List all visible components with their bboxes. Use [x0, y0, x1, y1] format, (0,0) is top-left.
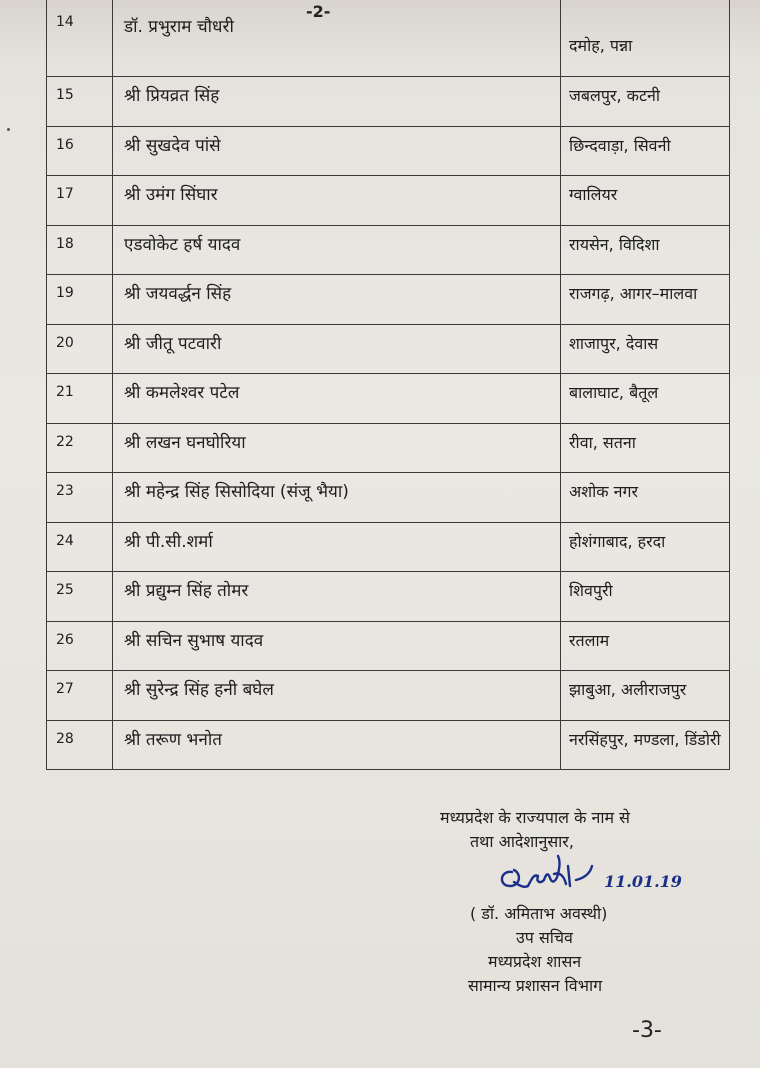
serial-number-cell: 15: [47, 77, 113, 126]
minister-name-cell: एडवोकेट हर्ष यादव: [113, 226, 561, 275]
serial-number-cell: 22: [47, 424, 113, 473]
minister-name-cell: श्री महेन्द्र सिंह सिसोदिया (संजू भैया): [113, 473, 561, 522]
serial-number-cell: 17: [47, 176, 113, 225]
minister-name-cell: डॉ. प्रभुराम चौधरी: [113, 0, 561, 76]
minister-name-cell: श्री लखन घनघोरिया: [113, 424, 561, 473]
serial-number-cell: 26: [47, 622, 113, 671]
serial-number-cell: 16: [47, 127, 113, 176]
serial-number-cell: 19: [47, 275, 113, 324]
district-cell: अशोक नगर: [569, 482, 639, 501]
minister-name-cell: श्री सुखदेव पांसे: [113, 127, 561, 176]
closing-line-1: मध्यप्रदेश के राज्यपाल के नाम से: [440, 808, 630, 827]
table-row: [47, 670, 729, 720]
district-cell: छिन्दवाड़ा, सिवनी: [569, 135, 671, 155]
paper-speck: [7, 128, 10, 131]
minister-name-cell: श्री जयवर्द्धन सिंह: [113, 275, 561, 324]
serial-number-cell: 18: [47, 226, 113, 275]
serial-number-cell: 20: [47, 325, 113, 374]
table-row: [47, 522, 729, 572]
district-cell: राजगढ़, आगर–मालवा: [569, 284, 698, 303]
district-cell: शाजापुर, देवास: [569, 333, 659, 353]
minister-name-cell: श्री प्रियव्रत सिंह: [113, 77, 561, 126]
minister-name-cell: श्री जीतू पटवारी: [113, 325, 561, 374]
district-cell: होशंगाबाद, हरदा: [569, 531, 666, 551]
district-cell: शिवपुरी: [569, 581, 613, 600]
district-cell: नरसिंहपुर, मण्डला, डिंडोरी: [569, 729, 721, 749]
government-name: मध्यप्रदेश शासन: [488, 952, 582, 971]
officer-designation: उप सचिव: [516, 928, 573, 947]
table-row: [47, 621, 729, 671]
table-row: [47, 324, 729, 374]
table-row: [47, 274, 729, 324]
officer-name: ( डॉ. अमिताभ अवस्थी): [470, 904, 608, 923]
district-cell: जबलपुर, कटनी: [569, 86, 661, 105]
table-row: [47, 0, 729, 76]
serial-number-cell: 21: [47, 374, 113, 423]
serial-number-cell: 24: [47, 523, 113, 572]
serial-number-cell: 25: [47, 572, 113, 621]
district-cell: रतलाम: [569, 630, 610, 650]
minister-district-table: [46, 0, 730, 770]
table-row: [47, 720, 729, 770]
signature-icon: [494, 852, 604, 898]
minister-name-cell: श्री सचिन सुभाष यादव: [113, 622, 561, 671]
table-row: [47, 76, 729, 126]
district-cell: रीवा, सतना: [569, 432, 636, 452]
minister-name-cell: श्री पी.सी.शर्मा: [113, 523, 561, 572]
table-row: [47, 126, 729, 176]
page-number: -2-: [306, 2, 331, 21]
signature-date: 11.01.19: [604, 872, 682, 891]
district-cell: ग्वालियर: [569, 185, 618, 204]
closing-line-2: तथा आदेशानुसार,: [470, 832, 574, 851]
minister-name-cell: श्री उमंग सिंघार: [113, 176, 561, 225]
serial-number-cell: 28: [47, 721, 113, 770]
serial-number-cell: 14: [47, 0, 113, 76]
table-row: [47, 423, 729, 473]
table-row: [47, 472, 729, 522]
minister-name-cell: श्री प्रद्युम्न सिंह तोमर: [113, 572, 561, 621]
department-name: सामान्य प्रशासन विभाग: [468, 976, 603, 995]
district-cell: रायसेन, विदिशा: [569, 234, 660, 254]
minister-name-cell: श्री सुरेन्द्र सिंह हनी बघेल: [113, 671, 561, 720]
district-cell: झाबुआ, अलीराजपुर: [569, 680, 687, 699]
minister-name-cell: श्री कमलेश्वर पटेल: [113, 374, 561, 423]
minister-name-cell: श्री तरूण भनोत: [113, 721, 561, 770]
next-page-number: -3-: [632, 1018, 662, 1043]
table-row: [47, 373, 729, 423]
serial-number-cell: 27: [47, 671, 113, 720]
district-cell: दमोह, पन्ना: [569, 36, 633, 55]
table-row: [47, 175, 729, 225]
table-row: [47, 571, 729, 621]
serial-number-cell: 23: [47, 473, 113, 522]
district-cell: बालाघाट, बैतूल: [569, 383, 659, 402]
table-row: [47, 225, 729, 275]
